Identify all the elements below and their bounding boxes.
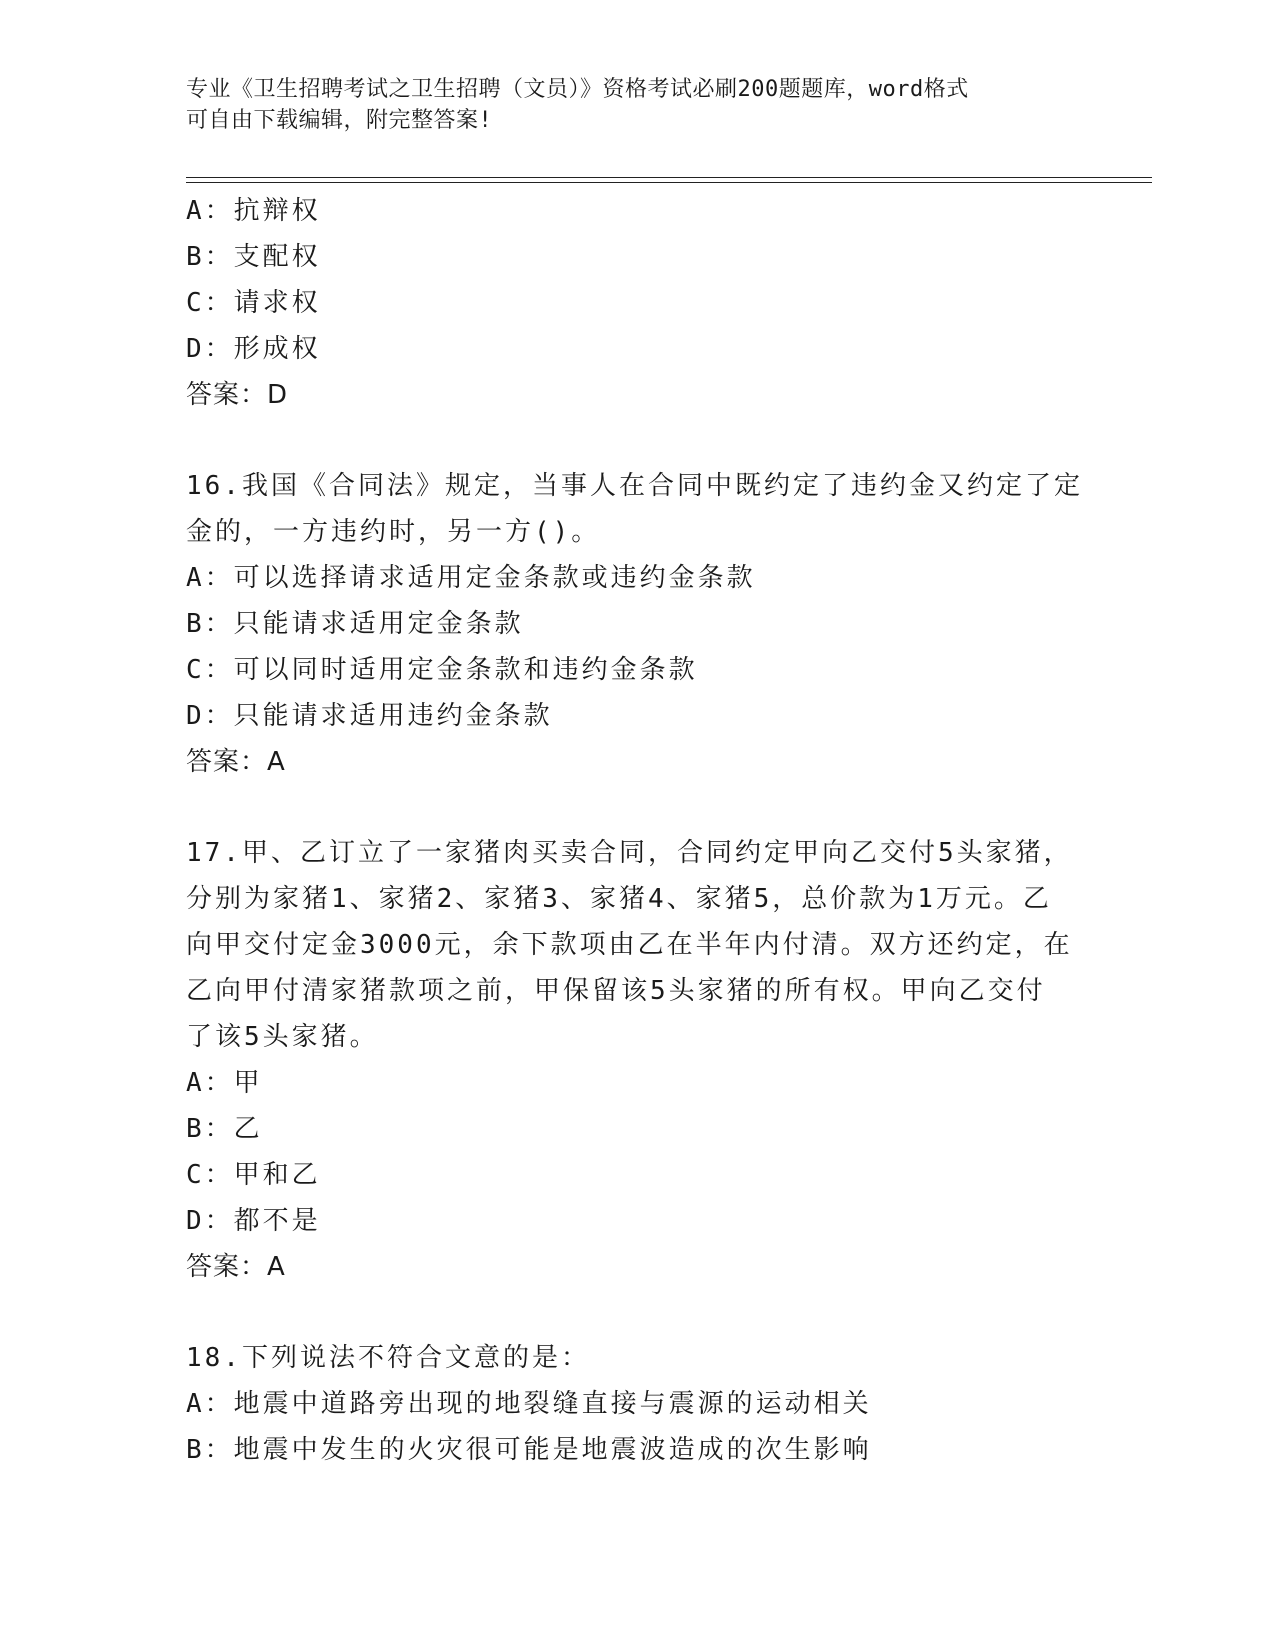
option-b: B：只能请求适用定金条款 [186, 609, 524, 639]
question-stem-line: 了该5头家猪。 [186, 1022, 379, 1052]
option-a: A：地震中道路旁出现的地裂缝直接与震源的运动相关 [186, 1389, 872, 1419]
question-stem-line: 乙向甲付清家猪款项之前，甲保留该5头家猪的所有权。甲向乙交付 [186, 976, 1046, 1006]
answer: 答案：A [186, 747, 286, 777]
option-b: B：乙 [186, 1114, 263, 1144]
option-c: C：甲和乙 [186, 1160, 321, 1190]
question-15 [186, 188, 1086, 418]
option-a: A：甲 [186, 1068, 263, 1098]
header-rule-bottom [186, 182, 1152, 183]
option-d: D：都不是 [186, 1206, 321, 1236]
spacer [186, 785, 1086, 830]
option-a: A：抗辩权 [186, 196, 321, 226]
question-stem-line: 向甲交付定金3000元，余下款项由乙在半年内付清。双方还约定，在 [186, 930, 1073, 960]
option-c: C：请求权 [186, 288, 321, 318]
spacer [186, 1290, 1086, 1335]
question-content [186, 188, 1086, 1473]
question-stem-line: 18.下列说法不符合文意的是： [186, 1343, 590, 1373]
spacer [186, 418, 1086, 463]
option-b: B：地震中发生的火灾很可能是地震波造成的次生影响 [186, 1435, 872, 1465]
question-17 [186, 830, 1086, 1290]
answer: 答案：D [186, 380, 289, 410]
question-stem-line: 金的，一方违约时，另一方()。 [186, 517, 601, 547]
question-stem-line: 16.我国《合同法》规定，当事人在合同中既约定了违约金又约定了定 [186, 471, 1083, 501]
header-rule-top [186, 177, 1152, 178]
question-18 [186, 1335, 1086, 1473]
question-16 [186, 463, 1086, 785]
header-line-1: 专业《卫生招聘考试之卫生招聘（文员）》资格考试必刷200题题库，word格式 [186, 77, 969, 102]
option-d: D：只能请求适用违约金条款 [186, 701, 553, 731]
question-stem-line: 17.甲、乙订立了一家猪肉买卖合同，合同约定甲向乙交付5头家猪， [186, 838, 1073, 868]
question-stem-line: 分别为家猪1、家猪2、家猪3、家猪4、家猪5，总价款为1万元。乙 [186, 884, 1052, 914]
option-d: D：形成权 [186, 334, 321, 364]
answer: 答案：A [186, 1252, 286, 1282]
header-line-2: 可自由下载编辑，附完整答案! [186, 108, 493, 133]
option-c: C：可以同时适用定金条款和违约金条款 [186, 655, 698, 685]
document-header [186, 74, 1066, 136]
option-a: A：可以选择请求适用定金条款或违约金条款 [186, 563, 756, 593]
option-b: B：支配权 [186, 242, 321, 272]
